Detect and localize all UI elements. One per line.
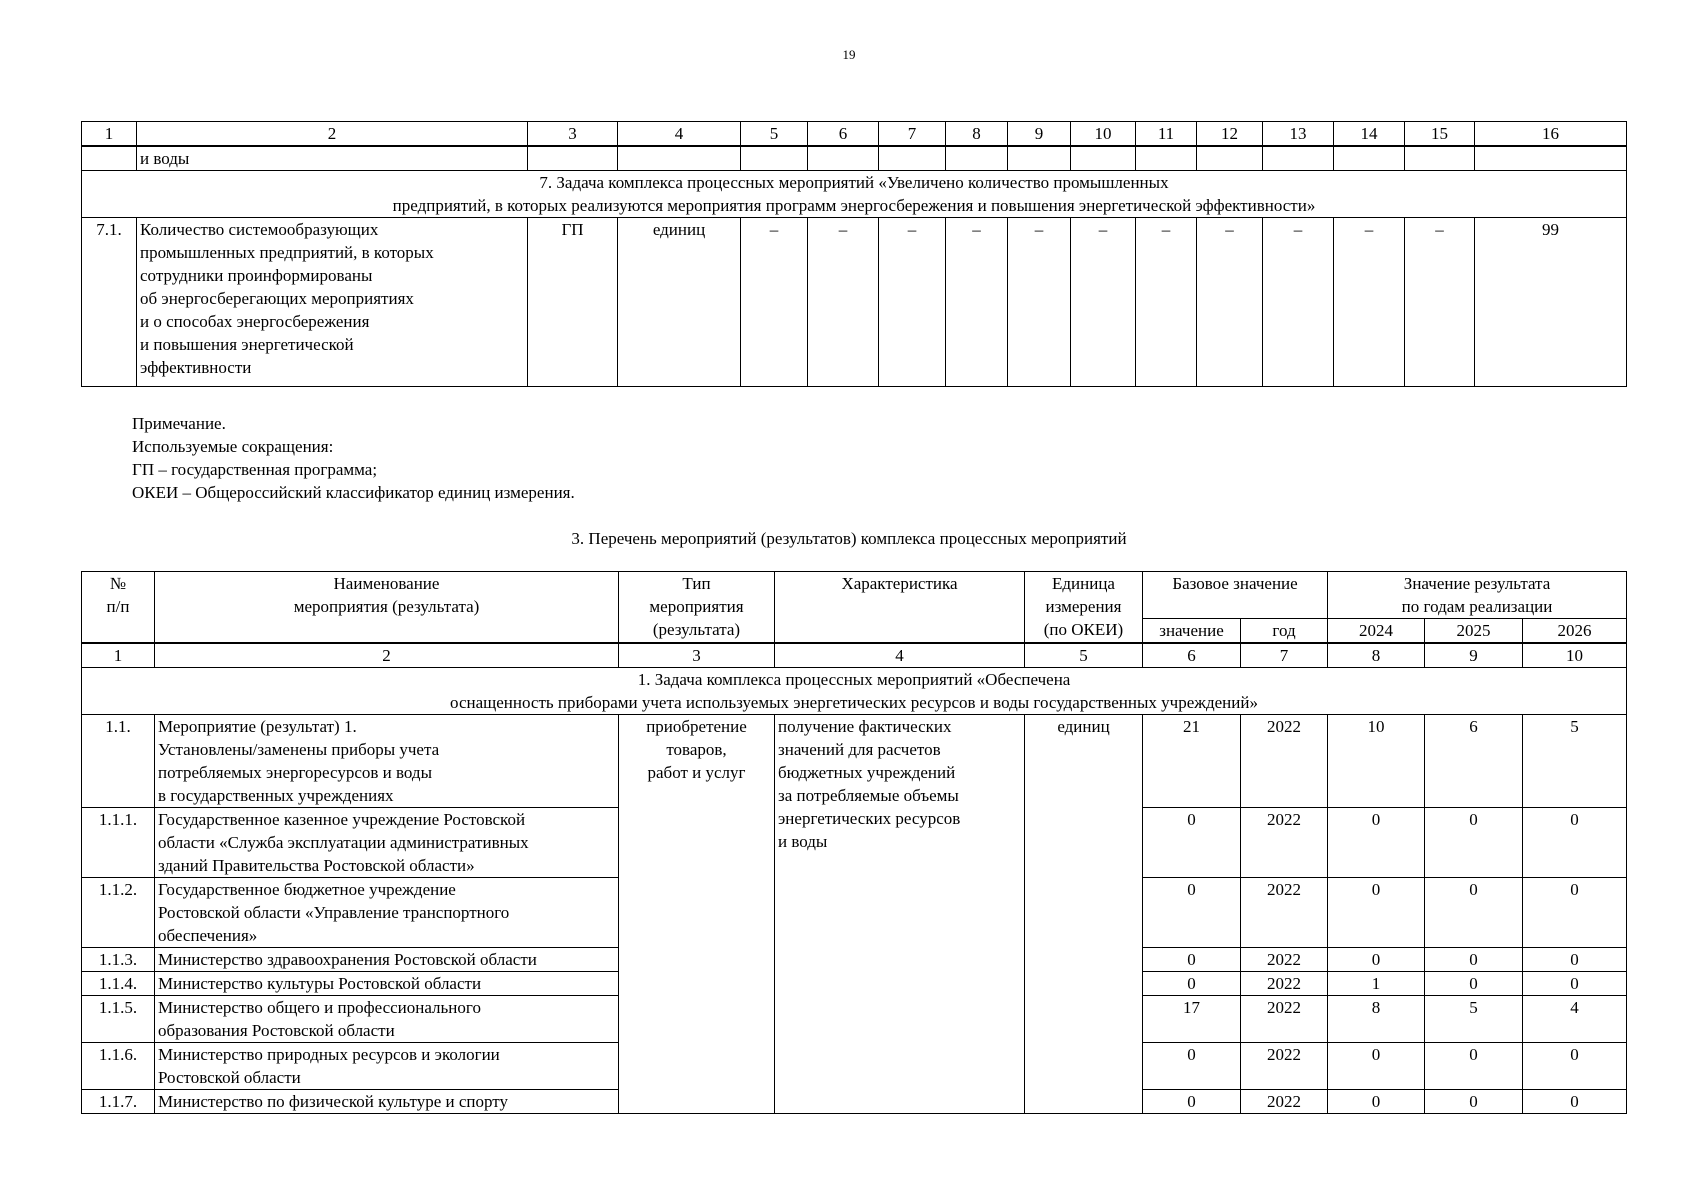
base-year: 2022 (1241, 808, 1328, 878)
note-line: Используемые сокращения: (132, 437, 334, 456)
column-number: 4 (775, 643, 1025, 668)
base-year: 2022 (1241, 948, 1328, 972)
value-2025: 5 (1425, 996, 1523, 1043)
column-number: 16 (1475, 122, 1627, 147)
header-base-value: значение (1143, 619, 1241, 644)
base-value: 0 (1143, 1090, 1241, 1114)
column-number: 15 (1405, 122, 1475, 147)
measure-characteristic: получение фактических значений для расчетов бюджетных учреждений за потребляемые объемы энергетических ресурсов и воды (775, 715, 1025, 1114)
value-2024: 0 (1328, 1043, 1425, 1090)
base-value: 0 (1143, 878, 1241, 948)
indicator-unit: единиц (618, 218, 741, 387)
column-number: 12 (1197, 122, 1263, 147)
final-value: 99 (1475, 218, 1627, 387)
measure-name: Министерство общего и профессионального образования Ростовской области (155, 996, 619, 1043)
continuation-text: и воды (137, 146, 528, 171)
value-2025: 0 (1425, 878, 1523, 948)
page-number: 19 (842, 47, 856, 62)
header-base-year: год (1241, 619, 1328, 644)
value-2024: 0 (1328, 1090, 1425, 1114)
row-number: 1.1.6. (82, 1043, 155, 1090)
column-number: 13 (1263, 122, 1334, 147)
note-line: ОКЕИ – Общероссийский классификатор единиц измерения. (132, 483, 575, 502)
row-number: 1.1.1. (82, 808, 155, 878)
value-2024: 10 (1328, 715, 1425, 808)
empty-value: – (946, 218, 1008, 387)
column-number: 7 (1241, 643, 1328, 668)
section-row (82, 668, 1627, 715)
empty-value: – (1405, 218, 1475, 387)
column-number-row (82, 122, 1627, 147)
measure-name: Министерство здравоохранения Ростовской области (155, 948, 619, 972)
value-2025: 0 (1425, 948, 1523, 972)
value-2025: 0 (1425, 1090, 1523, 1114)
empty-value: – (879, 218, 946, 387)
base-year: 2022 (1241, 878, 1328, 948)
base-value: 0 (1143, 948, 1241, 972)
row-number: 7.1. (82, 218, 137, 387)
empty-value: – (1136, 218, 1197, 387)
continuation-row (82, 146, 1627, 171)
section-row (82, 171, 1627, 218)
value-2024: 8 (1328, 996, 1425, 1043)
value-2025: 6 (1425, 715, 1523, 808)
value-2026: 0 (1523, 1043, 1627, 1090)
base-year: 2022 (1241, 996, 1328, 1043)
column-number: 8 (1328, 643, 1425, 668)
row-number: 1.1.3. (82, 948, 155, 972)
value-2024: 0 (1328, 808, 1425, 878)
column-number-row (82, 643, 1627, 668)
header-year: 2025 (1425, 619, 1523, 644)
value-2024: 0 (1328, 878, 1425, 948)
value-2026: 0 (1523, 948, 1627, 972)
column-number: 7 (879, 122, 946, 147)
empty-value: – (1334, 218, 1405, 387)
header-characteristic: Характеристика (775, 572, 1025, 644)
header-type: Тип мероприятия (результата) (619, 572, 775, 644)
base-year: 2022 (1241, 715, 1328, 808)
value-2026: 4 (1523, 996, 1627, 1043)
value-2024: 0 (1328, 948, 1425, 972)
empty-value: – (808, 218, 879, 387)
empty-value: – (741, 218, 808, 387)
value-2025: 0 (1425, 972, 1523, 996)
column-number: 6 (808, 122, 879, 147)
column-number: 3 (619, 643, 775, 668)
row-number: 1.1. (82, 715, 155, 808)
header-unit: Единица измерения (по ОКЕИ) (1025, 572, 1143, 644)
measure-name: Государственное бюджетное учреждение Ростовской области «Управление транспортного обеспечения» (155, 878, 619, 948)
section-title: 7. Задача комплекса процессных мероприятий «Увеличено количество промышленных предприятий, в которых реализуются мероприятия программ энергосбережения и повышения энергетической эффективности» (82, 171, 1627, 218)
table-row (82, 218, 1627, 387)
column-number: 9 (1008, 122, 1071, 147)
base-year: 2022 (1241, 1090, 1328, 1114)
header-result: Значение результата по годам реализации (1328, 572, 1627, 619)
value-2026: 0 (1523, 878, 1627, 948)
column-number: 1 (82, 643, 155, 668)
value-2024: 1 (1328, 972, 1425, 996)
indicators-table (81, 121, 1627, 387)
value-2026: 5 (1523, 715, 1627, 808)
header-base: Базовое значение (1143, 572, 1328, 619)
header-row (82, 572, 1627, 619)
indicator-level: ГП (528, 218, 618, 387)
table-row (82, 715, 1627, 808)
column-number: 2 (137, 122, 528, 147)
measure-name: Государственное казенное учреждение Ростовской области «Служба эксплуатации административных зданий Правительства Ростовской области» (155, 808, 619, 878)
measures-table (81, 571, 1627, 1114)
empty-value: – (1008, 218, 1071, 387)
column-number: 10 (1071, 122, 1136, 147)
empty-value: – (1263, 218, 1334, 387)
column-number: 3 (528, 122, 618, 147)
base-value: 0 (1143, 1043, 1241, 1090)
base-year: 2022 (1241, 1043, 1328, 1090)
note-line: ГП – государственная программа; (132, 460, 378, 479)
column-number: 1 (82, 122, 137, 147)
column-number: 2 (155, 643, 619, 668)
row-number: 1.1.7. (82, 1090, 155, 1114)
empty-value: – (1197, 218, 1263, 387)
value-2025: 0 (1425, 808, 1523, 878)
measure-name: Мероприятие (результат) 1. Установлены/заменены приборы учета потребляемых энергоресурсов и воды в государственных учреждениях (155, 715, 619, 808)
section-title: 1. Задача комплекса процессных мероприятий «Обеспечена оснащенность приборами учета используемых энергетических ресурсов и воды государственных учреждений» (82, 668, 1627, 715)
column-number: 5 (741, 122, 808, 147)
base-value: 0 (1143, 972, 1241, 996)
notes (132, 412, 1032, 504)
measure-name: Министерство культуры Ростовской области (155, 972, 619, 996)
header-year: 2026 (1523, 619, 1627, 644)
column-number: 4 (618, 122, 741, 147)
value-2026: 0 (1523, 808, 1627, 878)
header-year: 2024 (1328, 619, 1425, 644)
column-number: 11 (1136, 122, 1197, 147)
row-number: 1.1.5. (82, 996, 155, 1043)
indicator-name: Количество системообразующих промышленных предприятий, в которых сотрудники проинформированы об энергосберегающих мероприятиях и о способах энергосбережения и повышения энергетической эффективности (137, 218, 528, 387)
measure-name: Министерство по физической культуре и спорту (155, 1090, 619, 1114)
section-heading: 3. Перечень мероприятий (результатов) комплекса процессных мероприятий (571, 529, 1127, 548)
column-number: 10 (1523, 643, 1627, 668)
measure-name: Министерство природных ресурсов и экологии Ростовской области (155, 1043, 619, 1090)
note-line: Примечание. (132, 414, 226, 433)
measure-type: приобретение товаров, работ и услуг (619, 715, 775, 1114)
header-number: № п/п (82, 572, 155, 644)
value-2025: 0 (1425, 1043, 1523, 1090)
column-number: 9 (1425, 643, 1523, 668)
column-number: 8 (946, 122, 1008, 147)
base-value: 0 (1143, 808, 1241, 878)
empty-value: – (1071, 218, 1136, 387)
column-number: 6 (1143, 643, 1241, 668)
base-value: 21 (1143, 715, 1241, 808)
row-number: 1.1.2. (82, 878, 155, 948)
column-number: 14 (1334, 122, 1405, 147)
base-value: 17 (1143, 996, 1241, 1043)
value-2026: 0 (1523, 1090, 1627, 1114)
value-2026: 0 (1523, 972, 1627, 996)
header-name: Наименование мероприятия (результата) (155, 572, 619, 644)
column-number: 5 (1025, 643, 1143, 668)
row-number: 1.1.4. (82, 972, 155, 996)
measure-unit: единиц (1025, 715, 1143, 1114)
base-year: 2022 (1241, 972, 1328, 996)
